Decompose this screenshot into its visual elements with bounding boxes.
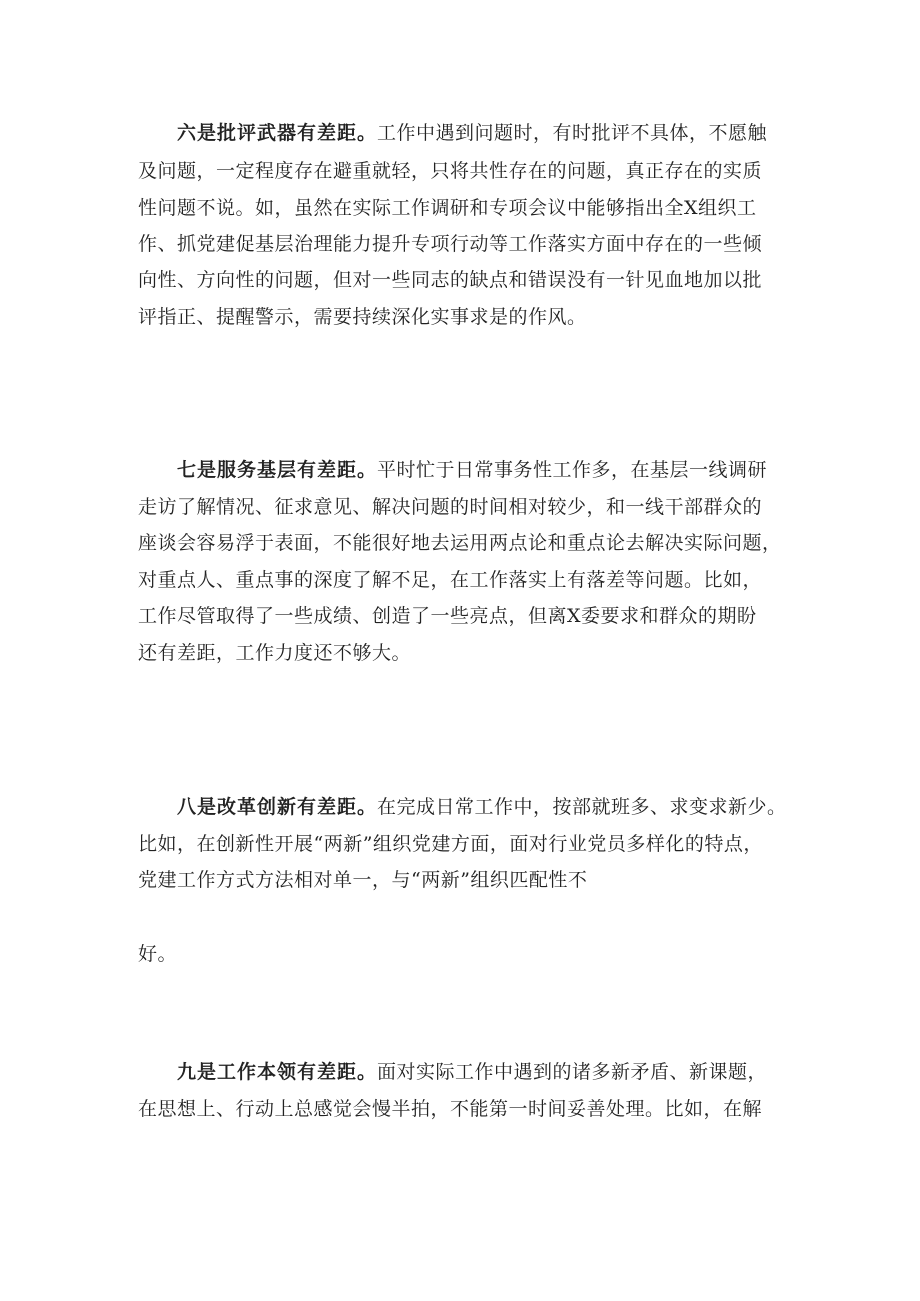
paragraph-1-lead: 六是批评武器有差距。	[177, 122, 378, 144]
paragraph-2-line-2: 走访了解情况、征求意见、解决问题的时间相对较少，和一线干部群众的	[138, 496, 763, 518]
paragraph-2-line-6: 还有差距，工作力度还不够大。	[138, 642, 412, 664]
paragraph-1-line-6: 评指正、提醒警示，需要持续深化实事求是的作风。	[138, 306, 587, 328]
paragraph-1-line-2: 及问题，一定程度存在避重就轻，只将共性存在的问题，真正存在的实质	[138, 160, 763, 182]
paragraph-3-line-3: 党建工作方式方法相对单一，与“两新”组织匹配性不	[138, 869, 588, 891]
paragraph-2-text: 平时忙于日常事务性工作多，在基层一线调研	[377, 459, 768, 481]
paragraph-1-line-3: 性问题不说。如，虽然在实际工作调研和专项会议中能够指出全X组织工	[138, 197, 757, 219]
paragraph-2-line-1	[177, 458, 837, 482]
paragraph-1-line-4: 作、抓党建促基层治理能力提升专项行动等工作落实方面中存在的一些倾	[138, 233, 763, 255]
paragraph-4-lead: 九是工作本领有差距。	[177, 1061, 378, 1083]
paragraph-2-lead: 七是服务基层有差距。	[177, 459, 378, 481]
paragraph-1-line-5: 向性、方向性的问题，但对一些同志的缺点和错误没有一针见血地加以批	[138, 269, 763, 291]
paragraph-2-line-3: 座谈会容易浮于表面，不能很好地去运用两点论和重点论去解决实际问题，	[138, 532, 782, 554]
paragraph-2-line-5: 工作尽管取得了一些成绩、创造了一些亮点，但离X委要求和群众的期盼	[138, 605, 757, 627]
paragraph-3-line-4: 好。	[138, 943, 178, 965]
paragraph-3-line-2: 比如，在创新性开展“两新”组织党建方面，面对行业党员多样化的特点，	[138, 833, 763, 855]
paragraph-4-line-2: 在思想上、行动上总感觉会慢半拍，不能第一时间妥善处理。比如，在解	[138, 1098, 763, 1120]
paragraph-3-line-1	[177, 795, 837, 819]
paragraph-1-text: 工作中遇到问题时，有时批评不具体，不愿触	[377, 122, 768, 144]
paragraph-4-line-1	[177, 1060, 837, 1084]
paragraph-4-text: 面对实际工作中遇到的诸多新矛盾、新课题，	[377, 1061, 768, 1083]
paragraph-3-text: 在完成日常工作中，按部就班多、求变求新少。	[377, 796, 787, 818]
paragraph-3-lead: 八是改革创新有差距。	[177, 796, 378, 818]
paragraph-1-line-1	[177, 121, 837, 145]
paragraph-2-line-4: 对重点人、重点事的深度了解不足，在工作落实上有落差等问题。比如，	[138, 569, 763, 591]
